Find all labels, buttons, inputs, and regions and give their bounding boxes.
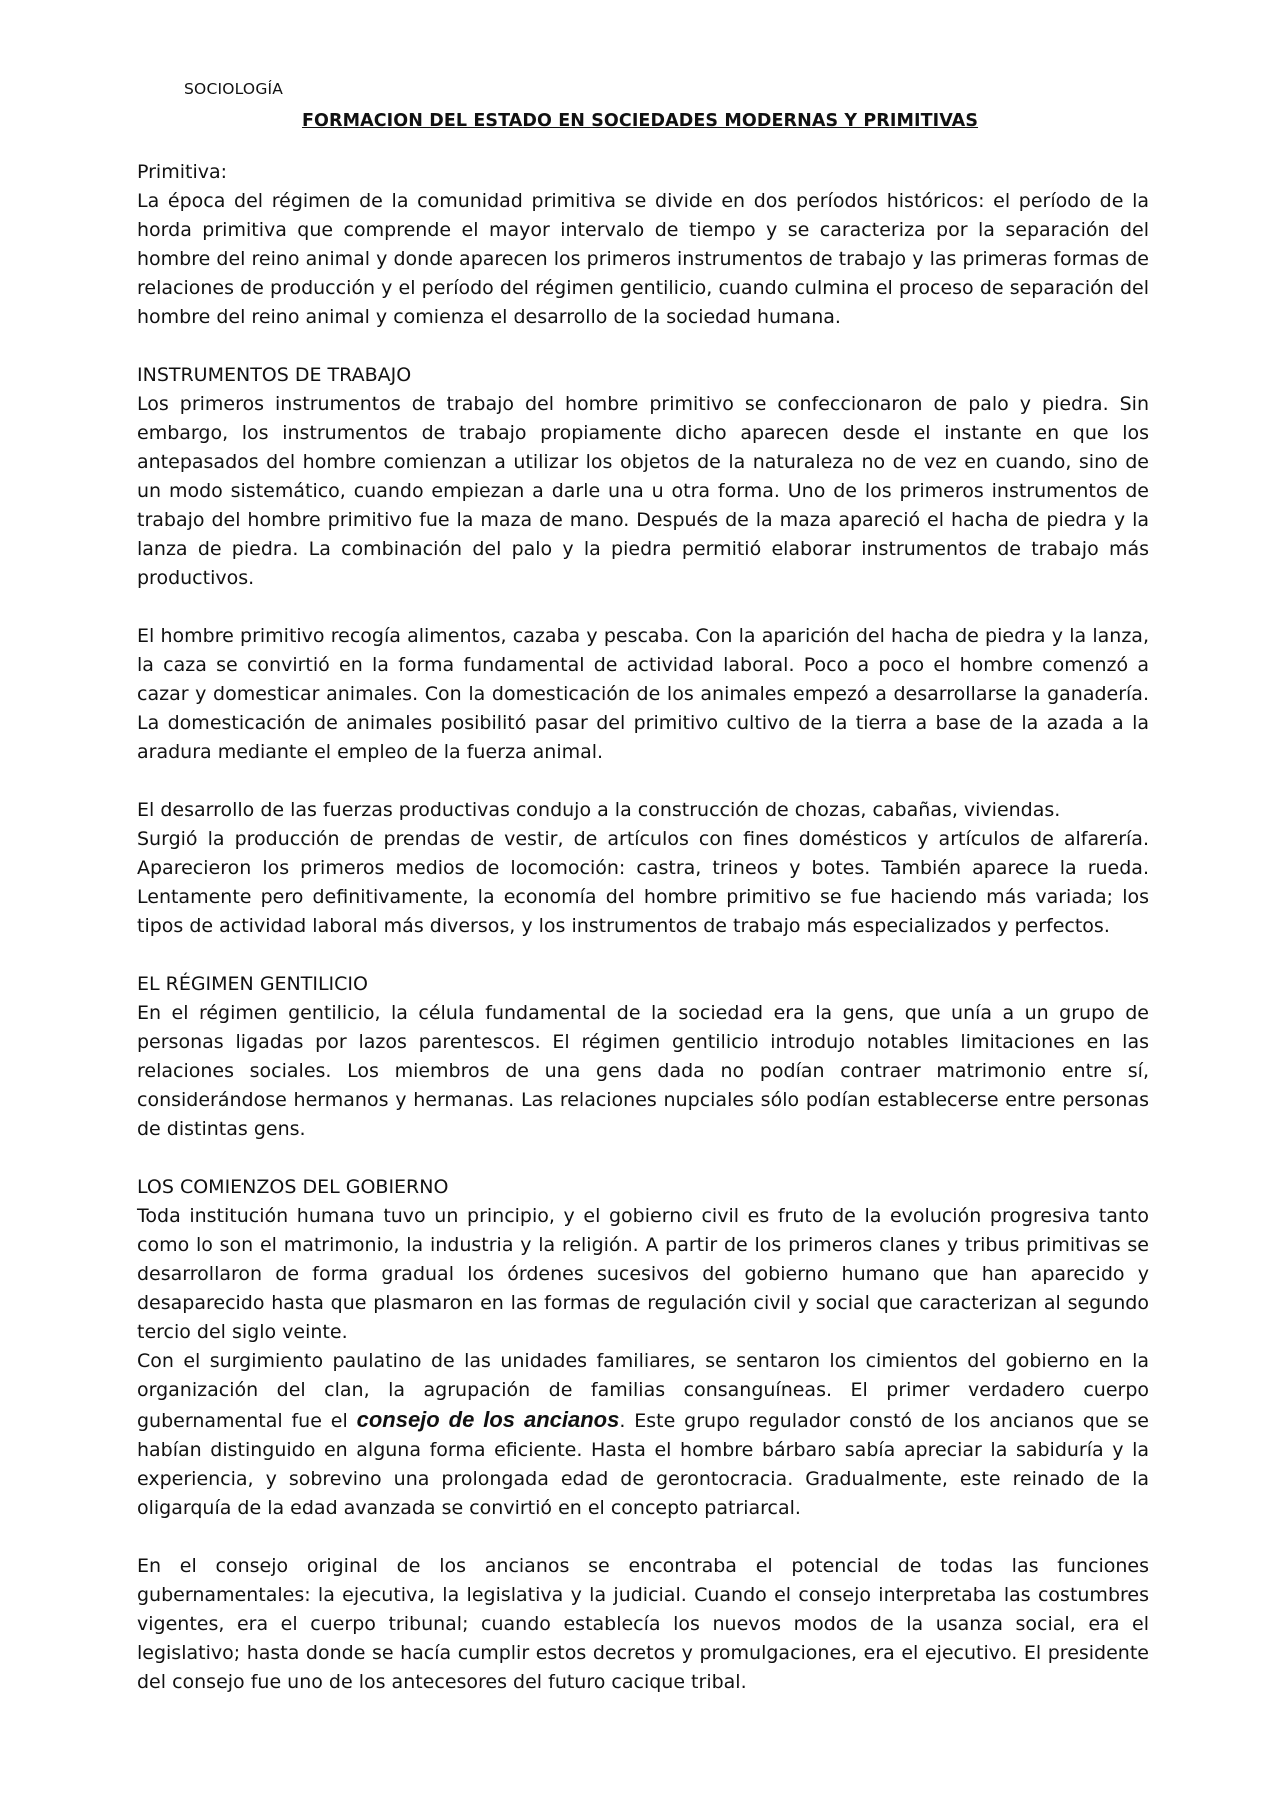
paragraph-regimen: En el régimen gentilicio, la célula fundamental de la sociedad era la gens, que unía a un grupo de personas ligadas por lazos parentescos. El régimen gentilicio introdujo notables limitaciones en las relaciones sociales. Los miembros de una gens dada no podían contraer matrimonio entre sí, considerándose hermanos y hermanas. Las relaciones nupciales sólo podían establecerse entre personas de distintas gens. xyxy=(137,1002,1149,1140)
paragraph-instrumentos-4: Surgió la producción de prendas de vestir, de artículos con fines domésticos y artículos de alfarería. Aparecieron los primeros medios de locomoción: castra, trineos y botes. También aparece la rueda. Lentamente pero definitivamente, la economía del hombre primitivo se fue haciendo más variada; los tipos de actividad laboral más diversos, y los instrumentos de trabajo más especializados y perfectos. xyxy=(137,828,1149,937)
paragraph-gobierno-2-start: Con el surgimiento paulatino de las unidades familiares, se sentaron los cimientos del gobierno en la organización del clan, la agrupación de familias consanguíneas. El primer verdadero cuerpo gubernamental fue el xyxy=(137,1350,1149,1432)
paragraph-gobierno-2 xyxy=(137,1347,1149,1523)
paragraph-instrumentos-3: El desarrollo de las fuerzas productivas condujo a la construcción de chozas, cabañas, viviendas. xyxy=(137,799,1061,821)
paragraph-instrumentos-1: Los primeros instrumentos de trabajo del hombre primitivo se confeccionaron de palo y piedra. Sin embargo, los instrumentos de trabajo propiamente dicho aparecen desde el instante en que los antepasados del hombre comienzan a utilizar los objetos de la naturaleza no de vez en cuando, sino de un modo sistemático, cuando empiezan a darle una u otra forma. Uno de los primeros instrumentos de trabajo del hombre primitivo fue la maza de mano. Después de la maza apareció el hacha de piedra y la lanza de piedra. La combinación del palo y la piedra permitió elaborar instrumentos de trabajo más productivos. xyxy=(137,393,1149,589)
document-body xyxy=(137,158,1149,1697)
section-heading-gobierno: LOS COMIENZOS DEL GOBIERNO xyxy=(137,1176,449,1198)
subject-label: SOCIOLOGÍA xyxy=(184,80,284,98)
paragraph-gobierno-1: Toda institución humana tuvo un principio, y el gobierno civil es fruto de la evolución progresiva tanto como lo son el matrimonio, la industria y la religión. A partir de los primeros clanes y tribus primitivas se desarrollaron de forma gradual los órdenes sucesivos del gobierno humano que han aparecido y desaparecido hasta que plasmaron en las formas de regulación civil y social que caracterizan al segundo tercio del siglo veinte. xyxy=(137,1205,1149,1343)
emphasized-term: consejo de los ancianos xyxy=(356,1407,620,1432)
section-heading-regimen: EL RÉGIMEN GENTILICIO xyxy=(137,973,368,995)
paragraph-instrumentos-2: El hombre primitivo recogía alimentos, cazaba y pescaba. Con la aparición del hacha de piedra y la lanza, la caza se convirtió en la forma fundamental de actividad laboral. Poco a poco el hombre comenzó a cazar y domesticar animales. Con la domesticación de los animales empezó a desarrollarse la ganadería. La domesticación de animales posibilitó pasar del primitivo cultivo de la tierra a base de la azada a la aradura mediante el empleo de la fuerza animal. xyxy=(137,625,1149,763)
paragraph-primitiva: La época del régimen de la comunidad primitiva se divide en dos períodos históricos: el período de la horda primitiva que comprende el mayor intervalo de tiempo y se caracteriza por la separación del hombre del reino animal y donde aparecen los primeros instrumentos de trabajo y las primeras formas de relaciones de producción y el período del régimen gentilicio, cuando culmina el proceso de separación del hombre del reino animal y comienza el desarrollo de la sociedad humana. xyxy=(137,190,1149,328)
document-title: FORMACION DEL ESTADO EN SOCIEDADES MODERNAS Y PRIMITIVAS xyxy=(301,111,979,131)
paragraph-gobierno-3: En el consejo original de los ancianos se encontraba el potencial de todas las funciones gubernamentales: la ejecutiva, la legislativa y la judicial. Cuando el consejo interpretaba las costumbres vigentes, era el cuerpo tribunal; cuando establecía los nuevos modos de la usanza social, era el legislativo; hasta donde se hacía cumplir estos decretos y promulgaciones, era el ejecutivo. El presidente del consejo fue uno de los antecesores del futuro cacique tribal. xyxy=(137,1555,1149,1693)
section-label-primitiva: Primitiva: xyxy=(137,161,228,183)
paragraph-gobierno-2-end: . Este grupo regulador constó de los ancianos que se habían distinguido en alguna forma eficiente. Hasta el hombre bárbaro sabía apreciar la sabiduría y la experiencia, y sobrevino una prolongada edad de gerontocracia. Gradualmente, este reinado de la oligarquía de la edad avanzada se convirtió en el concepto patriarcal. xyxy=(137,1410,1149,1519)
section-heading-instrumentos: INSTRUMENTOS DE TRABAJO xyxy=(137,364,412,386)
